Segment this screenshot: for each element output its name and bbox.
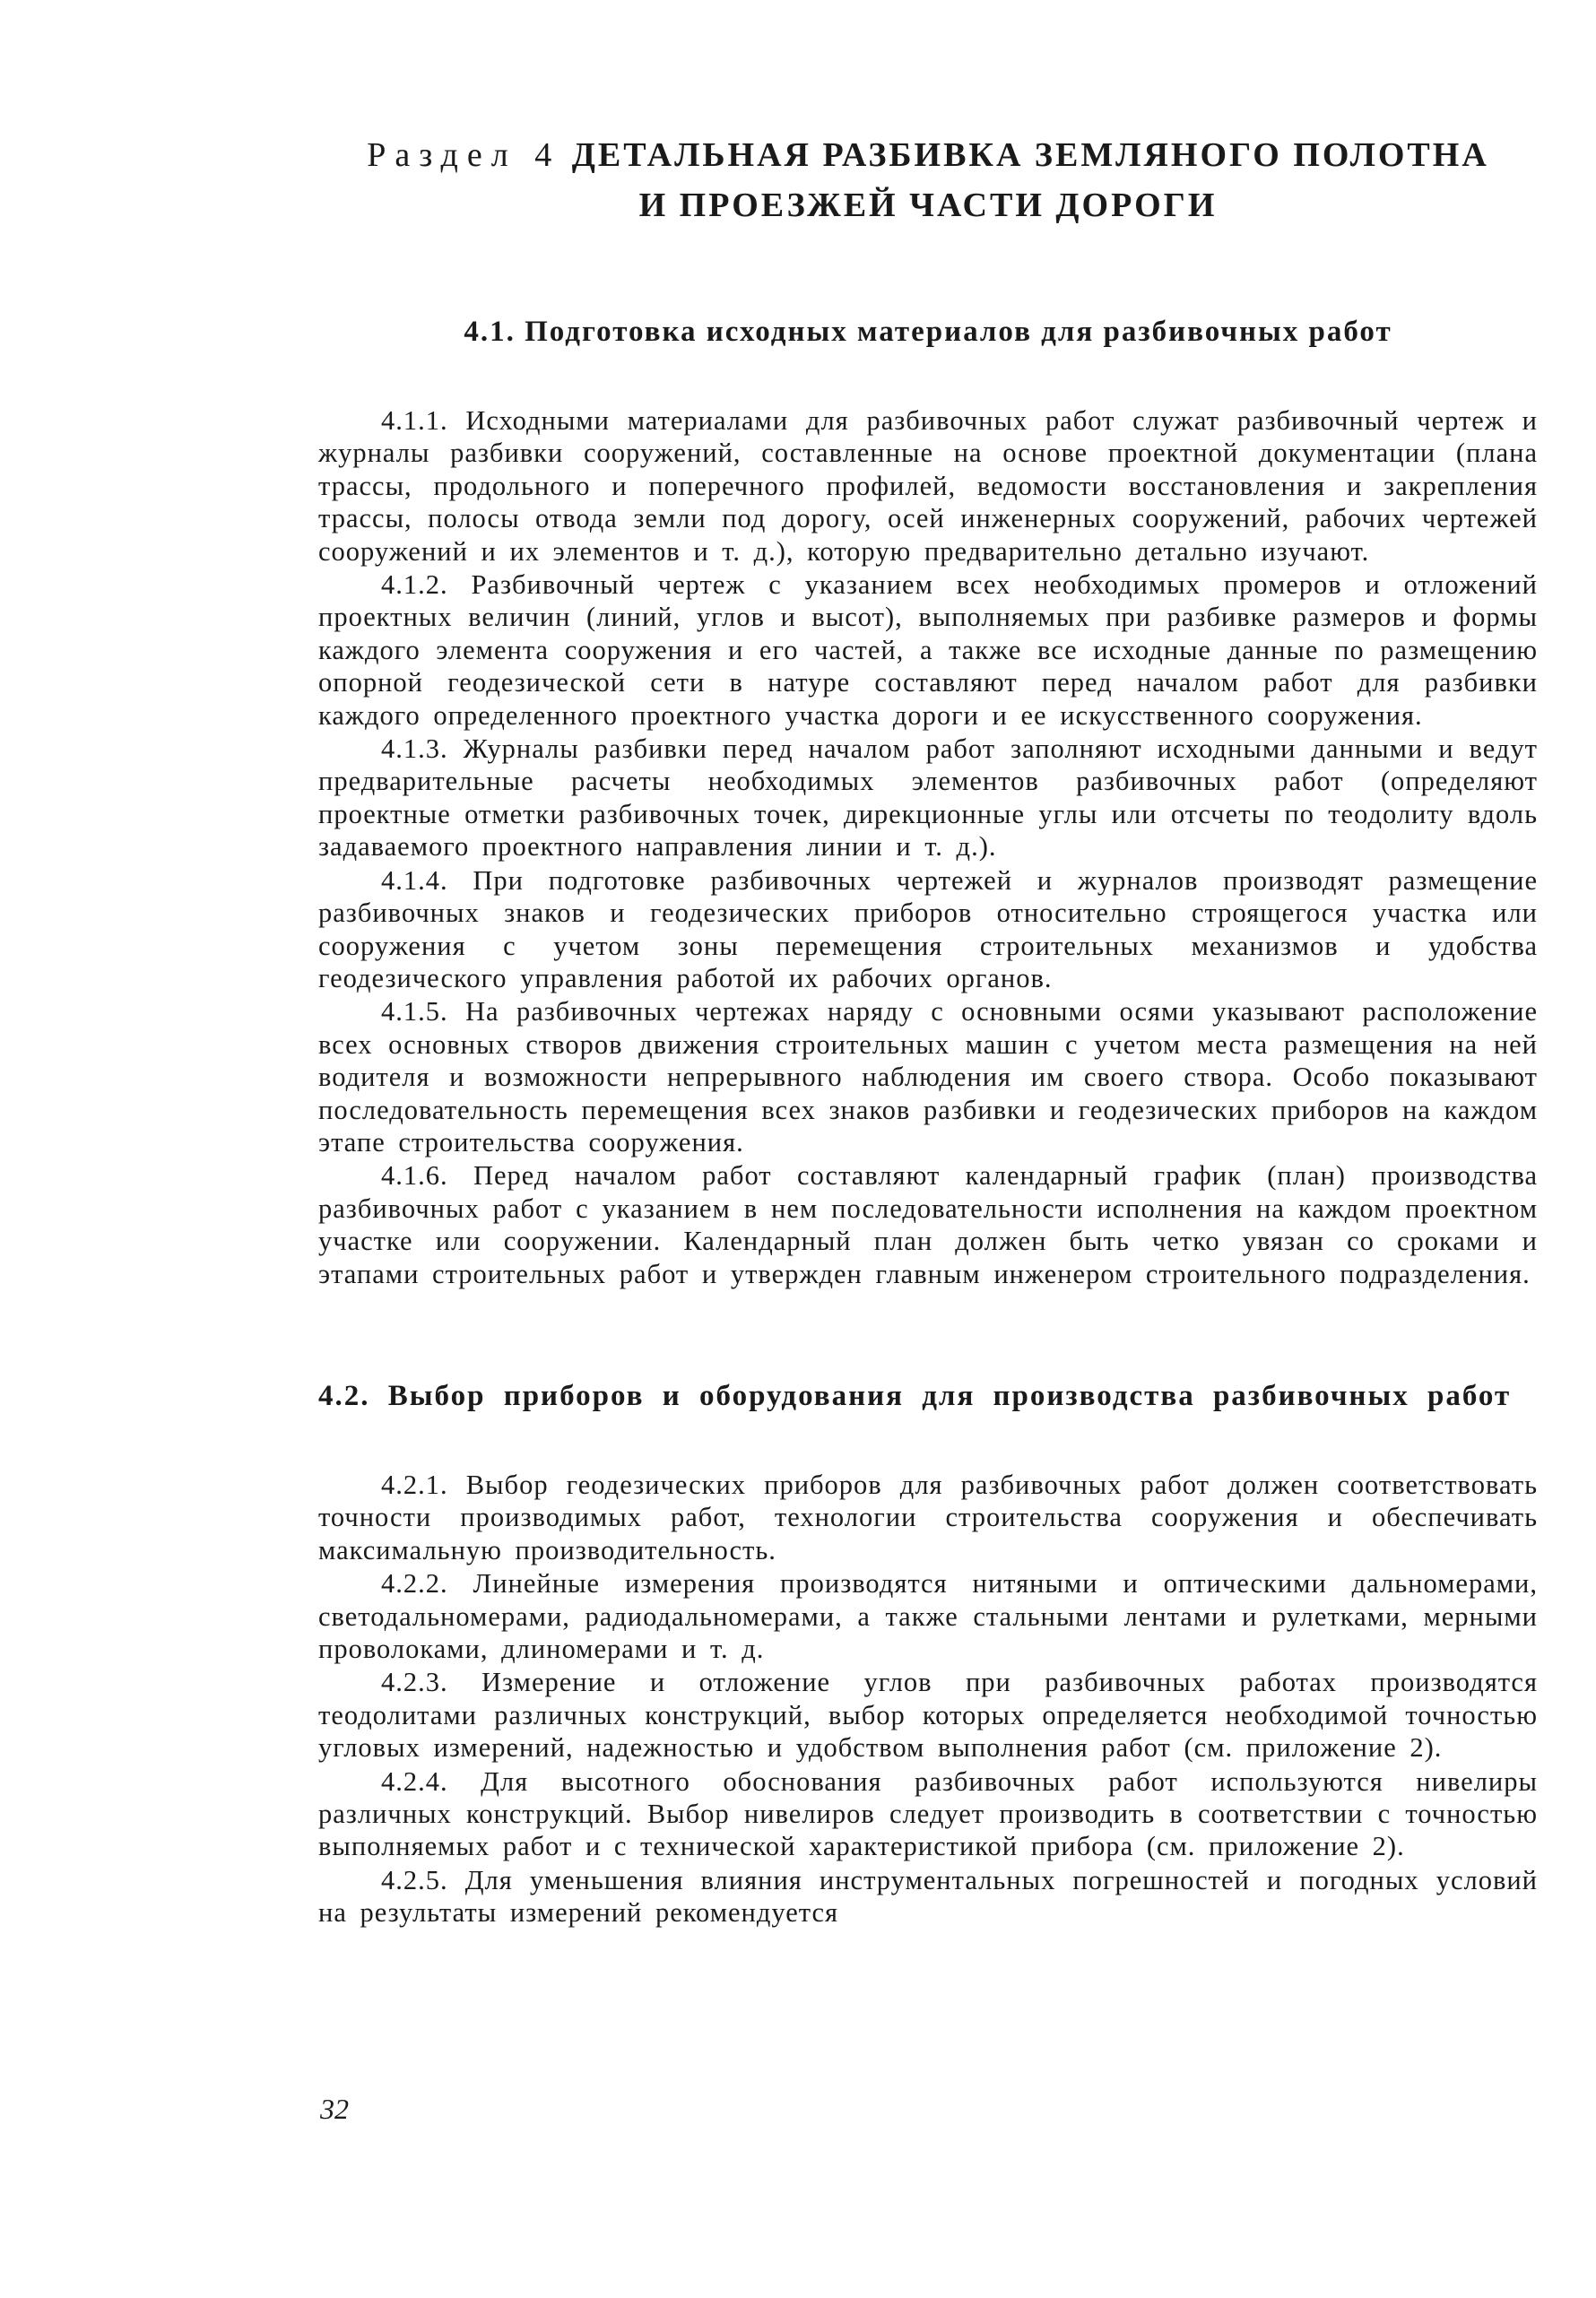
paragraph-4-1-6: 4.1.6. Перед началом работ составляют календарный график (план) производства разбивочных работ с указанием в нем последовательности исполнения на каждом проектном участке или сооружении. Календарный план должен быть четко увязан со сроками и этапами строительных работ и утвержден главным инженером строительного подразделения. [318,1160,1538,1289]
paragraph-4-2-2: 4.2.2. Линейные измерения производятся нитяными и оптическими дальномерами, светодальномерами, радиодальномерами, а также стальными лентами и рулетками, мерными проволоками, длиномерами и т. д. [318,1568,1538,1664]
paragraph-4-1-2: 4.1.2. Разбивочный чертеж с указанием всех необходимых промеров и отложений проектных величин (линий, углов и высот), выполняемых при разбивке размеров и формы каждого элемента сооружения и его частей, а также все исходные данные по размещению опорной геодезической сети в натуре составляют перед началом работ для разбивки каждого определенного проектного участка дороги и ее искусственного сооружения. [318,569,1538,731]
paragraph-4-2-5: 4.2.5. Для уменьшения влияния инструментальных погрешностей и погодных условий на результаты измерений рекомендуется [318,1864,1538,1929]
section-heading [318,130,1538,230]
section-title-line2: И ПРОЕЗЖЕЙ ЧАСТИ ДОРОГИ [638,186,1218,224]
subsection-1-title: 4.1. Подготовка исходных материалов для разбивочных работ [464,316,1392,348]
paragraph-4-1-5: 4.1.5. На разбивочных чертежах наряду с основными осями указывают расположение всех основных створов движения строительных машин с учетом места размещения на ней водителя и возможности непрерывного наблюдения им своего створа. Особо показывают последовательность перемещения всех знаков разбивки и геодезических приборов на каждом этапе строительства сооружения. [318,996,1538,1158]
paragraph-4-1-1: 4.1.1. Исходными материалами для разбивочных работ служат разбивочный чертеж и журналы разбивки сооружений, составленные на основе проектной документации (плана трассы, продольного и поперечного профилей, ведомости восстановления и закрепления трассы, полосы отвода земли под дорогу, осей инженерных сооружений, рабочих чертежей сооружений и их элементов и т. д.), которую предварительно детально изучают. [318,405,1538,567]
page-content [318,130,1538,1930]
subsection-2-title: 4.2. Выбор приборов и оборудования для производства разбивочных работ [318,1379,1512,1412]
paragraph-4-1-3: 4.1.3. Журналы разбивки перед началом работ заполняют исходными данными и ведут предварительные расчеты необходимых элементов разбивочных работ (определяют проектные отметки разбивочных точек, дирекционные углы или отсчеты по теодолиту вдоль задаваемого проектного направления линии и т. д.). [318,733,1538,863]
paragraph-4-2-1: 4.2.1. Выбор геодезических приборов для разбивочных работ должен соответствовать точности производимых работ, технологии строительства сооружения и обеспечивать максимальную производительность. [318,1469,1538,1565]
section-title-line1: ДЕТАЛЬНАЯ РАЗБИВКА ЗЕМЛЯНОГО ПОЛОТНА [571,136,1489,174]
section-label: Раздел 4 [367,136,561,174]
paragraph-4-1-4: 4.1.4. При подготовке разбивочных чертежей и журналов производят размещение разбивочных знаков и геодезических приборов относительно строящегося участка или сооружения с учетом зоны перемещения строительных механизмов и удобства геодезического управления работой их рабочих органов. [318,864,1538,993]
paragraph-4-2-4: 4.2.4. Для высотного обоснования разбивочных работ используются нивелиры различных конструкций. Выбор нивелиров следует производить в соответствии с точностью выполняемых работ и с технической характеристикой прибора (см. приложение 2). [318,1765,1538,1862]
paragraph-4-2-3: 4.2.3. Измерение и отложение углов при разбивочных работах производятся теодолитами различных конструкций, выбор которых определяется необходимой точностью угловых измерений, надежностью и удобством выполнения работ (см. приложение 2). [318,1667,1538,1764]
page-number: 32 [320,2093,349,2125]
